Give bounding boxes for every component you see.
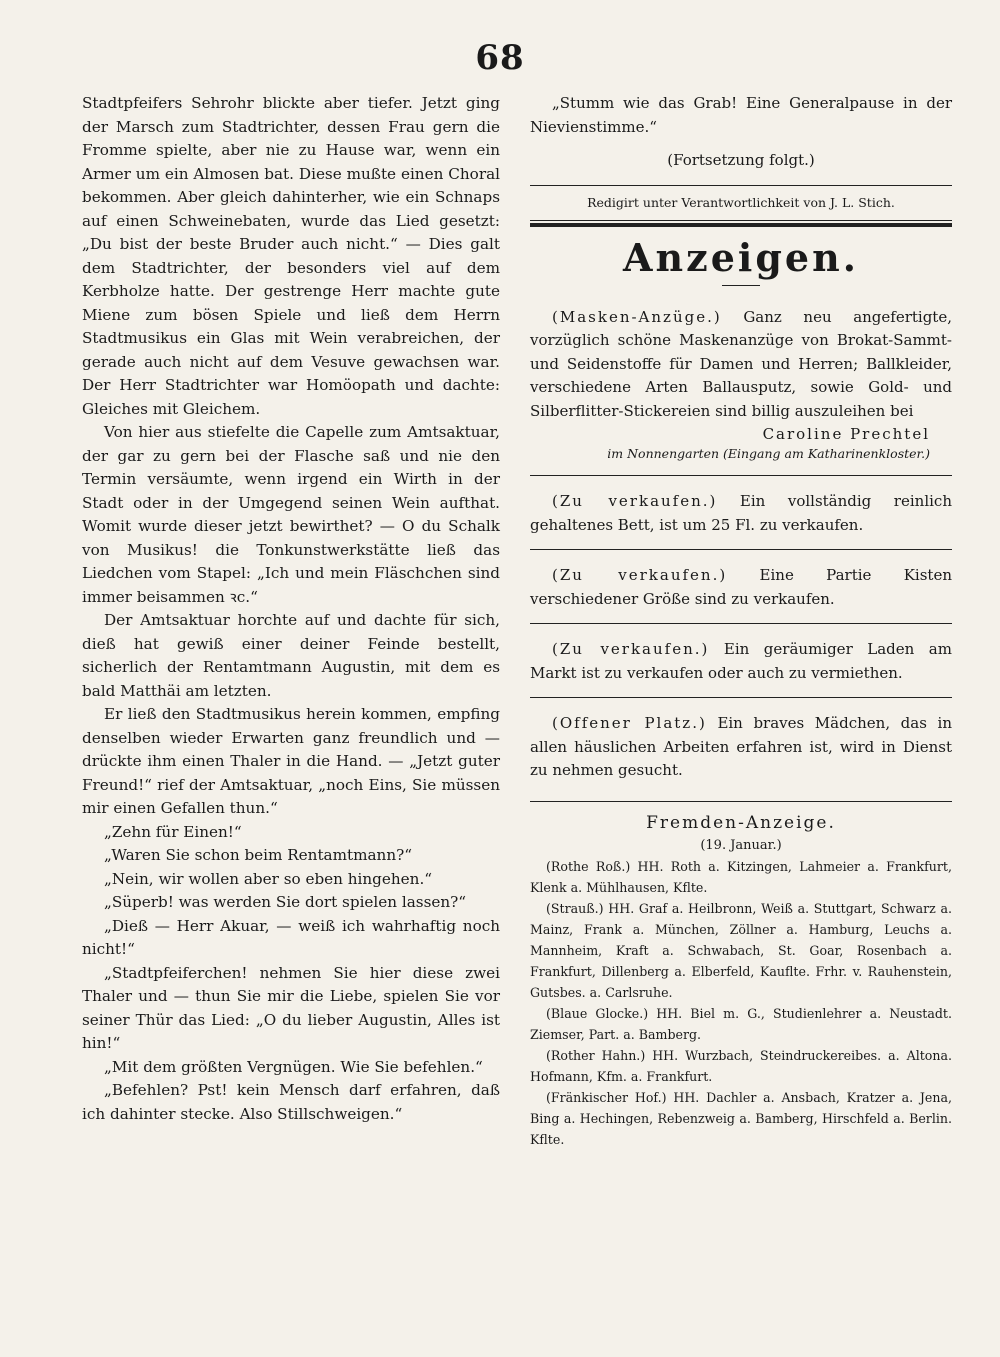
ad-bett bbox=[530, 484, 952, 541]
dialogue-line: „Zehn für Einen!“ bbox=[104, 822, 242, 841]
fremden-entry: (Fränkischer Hof.) HH. Dachler a. Ansbach, Kratzer a. Jena, Bing a. Hechingen, Rebenzweig a. Bamberg, Hirschfeld a. Berlin. Kflte. bbox=[530, 1089, 952, 1147]
divider bbox=[530, 697, 952, 698]
continuation-note: (Fortsetzung folgt.) bbox=[667, 151, 815, 169]
dialogue-line: „Süperb! was werden Sie dort spielen lassen?“ bbox=[104, 893, 467, 911]
ad-text: Eine Partie Kisten verschiedener Größe sind zu verkaufen. bbox=[530, 566, 952, 608]
divider bbox=[530, 475, 952, 476]
ad-signature: Caroline Prechtel bbox=[762, 425, 930, 443]
right-column bbox=[530, 92, 952, 1150]
anzeigen-heading: Anzeigen. bbox=[623, 234, 859, 280]
editor-line: Redigirt unter Verantwortlichkeit von J. L. Stich. bbox=[587, 194, 895, 210]
ad-label: (Masken-Anzüge.) bbox=[552, 307, 722, 326]
dialogue-line: „Waren Sie schon beim Rentamtmann?“ bbox=[104, 846, 413, 864]
ad-text: Ganz neu angefertigte, vorzüglich schöne Maskenanzüge von Brokat-Sammt- und Seidenstoffe für Damen und Herren; Ballkleider, verschiedene Arten Ballausputz, sowie Gold- und Silberflitter-Stickereien sind billig auszuleihen bei bbox=[530, 307, 952, 420]
fremden-title: Fremden-Anzeige. bbox=[646, 812, 836, 833]
fremden-date: (19. Januar.) bbox=[700, 837, 782, 853]
ad-address: im Nonnengarten (Eingang am Katharinenkloster.) bbox=[607, 446, 930, 461]
dialogue-line: „Stadtpfeiferchen! nehmen Sie hier diese zwei Thaler und — thun Sie mir die Liebe, spielen Sie vor seiner Thür das Lied: „O du lieber Augustin, Alles ist hin!“ bbox=[82, 963, 500, 1052]
ad-platz bbox=[530, 706, 952, 787]
divider bbox=[530, 801, 952, 802]
dialogue-line: „Nein, wir wollen aber so eben hingehen.“ bbox=[104, 869, 433, 888]
double-divider bbox=[530, 220, 952, 227]
ad-label: (Zu verkaufen.) bbox=[552, 640, 710, 658]
ad-text: Ein geräumiger Laden am Markt ist zu verkaufen oder auch zu vermiethen. bbox=[530, 640, 952, 682]
fremden-entry: (Rothe Roß.) HH. Roth a. Kitzingen, Lahmeier a. Frankfurt, Klenk a. Mühlhausen, Kflte. bbox=[530, 858, 952, 895]
ad-text: Ein vollständig reinlich gehaltenes Bett, ist um 25 Fl. zu verkaufen. bbox=[530, 492, 952, 534]
dialogue-line: „Dieß — Herr Akuar, — weiß ich wahrhaftig noch nicht!“ bbox=[82, 916, 500, 958]
dialogue-line: „Befehlen? Pst! kein Mensch darf erfahren, daß ich dahinter stecke. Also Stillschweigen.“ bbox=[82, 1081, 500, 1123]
ad-laden bbox=[530, 632, 952, 689]
story-paragraph: Der Amtsaktuar horchte auf und dachte für sich, dieß hat gewiß einer deiner Feinde bestellt, sicherlich der Rentamtmann Augustin, mit dem es bald Matthäi am letzten. bbox=[82, 611, 500, 700]
fremden-entry: (Rother Hahn.) HH. Wurzbach, Steindruckereibes. a. Altona. Hofmann, Kfm. a. Frankfurt. bbox=[530, 1047, 952, 1084]
divider bbox=[530, 549, 952, 550]
story-paragraph: Stadtpfeifers Sehrohr blickte aber tiefer. Jetzt ging der Marsch zum Stadtrichter, dessen Frau gern die Fromme spielte, aber nie zu Hause war, wenn ein Armer um ein Almosen bat. Diese mußte einen Choral bekommen. Aber gleich dahinterher, wie ein Schnaps auf einen Schweinebaten, wurde das Lied gesetzt: „Du bist der beste Bruder auch nicht.“ — Dies galt dem Stadtrichter, der besonders viel auf dem Kerbholze hatte. Der gestrenge Herr machte gute Miene zum bösen Spiele und ließ dem Herrn Stadtmusikus ein Glas mit Wein verabreichen, der gerade auch nicht auf dem Vesuve gewachsen war. Der Herr Stadtrichter war Homöopath und dachte: Gleiches mit Gleichem. bbox=[82, 94, 500, 418]
fremden-entry: (Blaue Glocke.) HH. Biel m. G., Studienlehrer a. Neustadt. Ziemser, Part. a. Bamberg. bbox=[530, 1005, 952, 1042]
ad-kisten bbox=[530, 558, 952, 615]
story-paragraph: Von hier aus stiefelte die Capelle zum Amtsaktuar, der gar zu gern bei der Flasche saß und nie den Termin versäumte, wenn irgend ein Wirth in der Stadt oder in der Umgegend seinen Wein aufthat. Womit wurde dieser jetzt bewirthet? — O du Schalk von Musikus! die Tonkunstwerkstätte ließ das Liedchen vom Stapel: „Ich und mein Fläschchen sind immer beisammen ꝛc.“ bbox=[82, 423, 500, 606]
fremden-anzeige bbox=[530, 810, 952, 1150]
ad-label: (Zu verkaufen.) bbox=[552, 492, 718, 510]
ad-label: (Zu verkaufen.) bbox=[552, 566, 728, 584]
story-paragraph: Er ließ den Stadtmusikus herein kommen, empfing denselben wieder Erwarten ganz freundlich und — drückte ihm einen Thaler in die Hand. — „Jetzt guter Freund!“ rief der Amtsaktuar, „noch Eins, Sie müssen mir einen Gefallen thun.“ bbox=[82, 705, 500, 817]
ad-text: Ein braves Mädchen, das in allen häuslichen Arbeiten erfahren ist, wird in Dienst zu nehmen gesucht. bbox=[530, 714, 952, 779]
short-divider bbox=[722, 285, 760, 286]
story-ending: „Stumm wie das Grab! Eine Generalpause in der Nievienstimme.“ bbox=[530, 94, 952, 136]
fremden-entry: (Strauß.) HH. Graf a. Heilbronn, Weiß a. Stuttgart, Schwarz a. Mainz, Frank a. München, Zöllner a. Hamburg, Leuchs a. Mannheim, Kraft a. Schwabach, St. Goar, Rosenbach a. Frankfurt, Dillenberg a. Elberfeld, Kauflte. Frhr. v. Rauhenstein, Gutsbes. a. Carlsruhe. bbox=[530, 900, 952, 1000]
divider bbox=[530, 185, 952, 186]
left-column bbox=[82, 92, 500, 1126]
dialogue-line: „Mit dem größten Vergnügen. Wie Sie befehlen.“ bbox=[104, 1057, 483, 1076]
page-number: 68 bbox=[475, 38, 525, 78]
ad-label: (Offener Platz.) bbox=[552, 714, 707, 732]
divider bbox=[530, 623, 952, 624]
ad-masken bbox=[530, 300, 952, 468]
